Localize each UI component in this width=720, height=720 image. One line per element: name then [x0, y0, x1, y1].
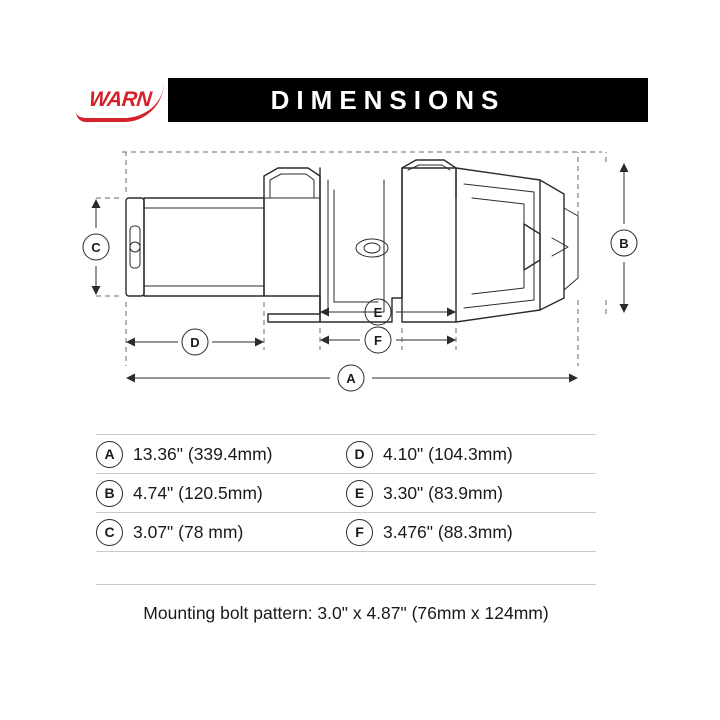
callout-C — [83, 234, 109, 260]
legend-entry-a — [96, 441, 346, 468]
svg-text:B: B — [619, 236, 629, 251]
winch-body — [126, 160, 578, 322]
badge-f: F — [346, 519, 373, 546]
svg-text:F: F — [374, 333, 382, 348]
badge-a: A — [96, 441, 123, 468]
warn-logo — [72, 78, 168, 122]
table-row — [96, 474, 596, 513]
extension-lines — [96, 152, 606, 366]
legend-value-e: 3.30" (83.9mm) — [383, 482, 504, 503]
page-title: DIMENSIONS — [270, 84, 506, 115]
header-bar — [72, 78, 648, 122]
mounting-bolt-pattern-note: Mounting bolt pattern: 3.0" x 4.87" (76mm x 124mm) — [96, 584, 596, 624]
badge-e: E — [346, 480, 373, 507]
legend-entry-e — [346, 480, 596, 507]
legend-value-a: 13.36" (339.4mm) — [133, 443, 273, 464]
dimension-drawing — [72, 150, 648, 420]
dimension-legend — [96, 434, 596, 552]
table-row — [96, 513, 596, 552]
callout-B — [611, 230, 637, 256]
badge-b: B — [96, 480, 123, 507]
legend-value-f: 3.476" (88.3mm) — [383, 521, 513, 542]
legend-entry-b — [96, 480, 346, 507]
legend-entry-d — [346, 441, 596, 468]
svg-text:E: E — [373, 305, 383, 320]
legend-entry-f — [346, 519, 596, 546]
badge-d: D — [346, 441, 373, 468]
legend-value-b: 4.74" (120.5mm) — [133, 482, 263, 503]
legend-entry-c — [96, 519, 346, 546]
svg-text:D: D — [190, 335, 200, 350]
winch-drawing-svg — [72, 150, 648, 420]
legend-value-c: 3.07" (78 mm) — [133, 521, 244, 542]
brand-name: WARN — [87, 88, 153, 111]
callout-A — [338, 365, 364, 391]
badge-c: C — [96, 519, 123, 546]
svg-text:C: C — [91, 240, 101, 255]
dimension-lines — [96, 164, 624, 378]
svg-text:A: A — [346, 371, 356, 386]
legend-value-d: 4.10" (104.3mm) — [383, 443, 513, 464]
callout-D — [182, 329, 208, 355]
table-row — [96, 434, 596, 474]
callout-F — [365, 327, 391, 353]
